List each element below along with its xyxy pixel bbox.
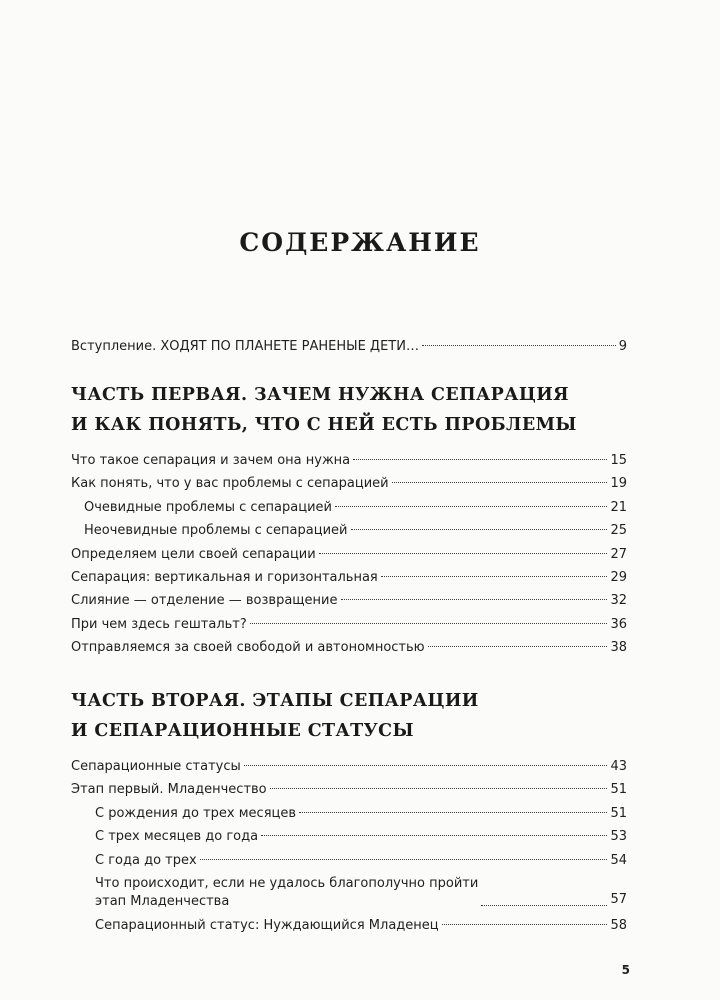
toc-entry-label: С года до трех xyxy=(95,852,197,868)
dot-leader xyxy=(442,924,608,925)
toc-entry-page: 9 xyxy=(618,339,627,354)
toc-entry-label: Отправляемся за своей свободой и автономностью xyxy=(71,640,425,656)
toc-entry-page: 58 xyxy=(610,917,627,933)
dot-leader xyxy=(381,576,608,577)
toc-entry-intro[interactable] xyxy=(71,335,627,358)
toc-entry-label: Неочевидные проблемы с сепарацией xyxy=(84,523,348,539)
toc-entry-label: Сепарационный статус: Нуждающийся Младенец xyxy=(95,917,439,933)
toc-entry-label: Сепарационные статусы xyxy=(71,759,241,774)
toc-part1 xyxy=(71,449,627,660)
toc-subentry[interactable] xyxy=(71,849,627,872)
toc-entry[interactable] xyxy=(71,636,627,659)
dot-leader xyxy=(481,905,607,906)
toc-subentry[interactable] xyxy=(71,914,627,937)
page-title: СОДЕРЖАНИЕ xyxy=(239,228,481,257)
toc-entry-label: При чем здесь гештальт? xyxy=(71,616,247,632)
dot-leader xyxy=(244,765,608,766)
page-number: 5 xyxy=(621,963,630,977)
dot-leader xyxy=(261,835,607,836)
dot-leader xyxy=(335,506,607,507)
toc-entry-label: Вступление. ХОДЯТ ПО ПЛАНЕТЕ РАНЕНЫЕ ДЕТИ… xyxy=(71,339,419,354)
toc-entry-label: С трех месяцев до года xyxy=(95,829,259,845)
toc-entry-page: 38 xyxy=(610,640,627,656)
dot-leader xyxy=(270,788,608,789)
dot-leader xyxy=(299,812,607,813)
toc-subentry[interactable] xyxy=(71,825,627,848)
toc-entry-label: Определяем цели своей сепарации xyxy=(71,546,316,562)
toc-entry-label: Как понять, что у вас проблемы с сепарацией xyxy=(71,476,389,492)
dot-leader xyxy=(250,623,608,624)
part2-heading xyxy=(71,686,631,746)
toc-entry-page: 15 xyxy=(610,453,627,468)
toc-entry-page: 57 xyxy=(610,891,627,907)
part1-heading xyxy=(71,380,631,440)
toc-entry[interactable] xyxy=(71,449,627,472)
part2-heading-line1: ЧАСТЬ ВТОРАЯ. ЭТАПЫ СЕПАРАЦИИ xyxy=(71,691,479,711)
part1-heading-line2: И КАК ПОНЯТЬ, ЧТО С НЕЙ ЕСТЬ ПРОБЛЕМЫ xyxy=(71,415,577,435)
toc-entry-label: Очевидные проблемы с сепарацией xyxy=(84,499,332,515)
toc-entry[interactable] xyxy=(71,613,627,636)
toc-entry[interactable] xyxy=(71,589,627,612)
toc-entry-label: Что такое сепарация и зачем она нужна xyxy=(71,453,351,468)
dot-leader xyxy=(392,482,608,483)
dot-leader xyxy=(353,459,607,460)
toc-entry-page: 36 xyxy=(610,616,627,632)
dot-leader xyxy=(422,345,616,346)
dot-leader xyxy=(341,599,608,600)
toc-intro xyxy=(71,335,627,358)
toc-entry[interactable] xyxy=(71,778,627,801)
part1-heading-line1: ЧАСТЬ ПЕРВАЯ. ЗАЧЕМ НУЖНА СЕПАРАЦИЯ xyxy=(71,385,569,405)
toc-entry[interactable] xyxy=(71,472,627,495)
toc-entry-label: С рождения до трех месяцев xyxy=(95,805,297,821)
dot-leader xyxy=(200,859,608,860)
dot-leader xyxy=(428,646,608,647)
toc-entry-page: 25 xyxy=(610,523,627,539)
toc-entry-page: 27 xyxy=(610,546,627,562)
toc-entry[interactable] xyxy=(71,566,627,589)
part2-heading-line2: И СЕПАРАЦИОННЫЕ СТАТУСЫ xyxy=(71,721,414,741)
dot-leader xyxy=(351,529,608,530)
toc-entry-label: Сепарация: вертикальная и горизонтальная xyxy=(71,569,378,585)
dot-leader xyxy=(319,553,608,554)
toc-entry-page: 19 xyxy=(610,476,627,492)
toc-entry-label: Этап первый. Младенчество xyxy=(71,782,267,798)
toc-entry-label-line1: Что происходит, если не удалось благополучно пройти xyxy=(95,875,479,891)
toc-entry-page: 53 xyxy=(610,829,627,845)
toc-entry-label: Слияние — отделение — возвращение xyxy=(71,593,338,609)
toc-entry[interactable] xyxy=(71,543,627,566)
toc-entry[interactable] xyxy=(71,755,627,778)
toc-entry-page: 54 xyxy=(610,852,627,868)
toc-part2 xyxy=(71,755,627,937)
toc-entry-page: 51 xyxy=(610,782,627,798)
toc-entry-page: 51 xyxy=(610,805,627,821)
toc-entry-page: 43 xyxy=(610,759,627,774)
toc-entry-page: 29 xyxy=(610,569,627,585)
toc-subentry[interactable] xyxy=(71,519,627,542)
toc-subentry[interactable] xyxy=(71,802,627,825)
toc-subentry[interactable] xyxy=(71,496,627,519)
toc-subentry[interactable] xyxy=(71,875,627,911)
toc-entry-page: 32 xyxy=(610,593,627,609)
toc-entry-page: 21 xyxy=(610,499,627,515)
toc-entry-label-line2: этап Младенчества xyxy=(95,893,230,909)
toc-entry-label xyxy=(95,875,478,911)
